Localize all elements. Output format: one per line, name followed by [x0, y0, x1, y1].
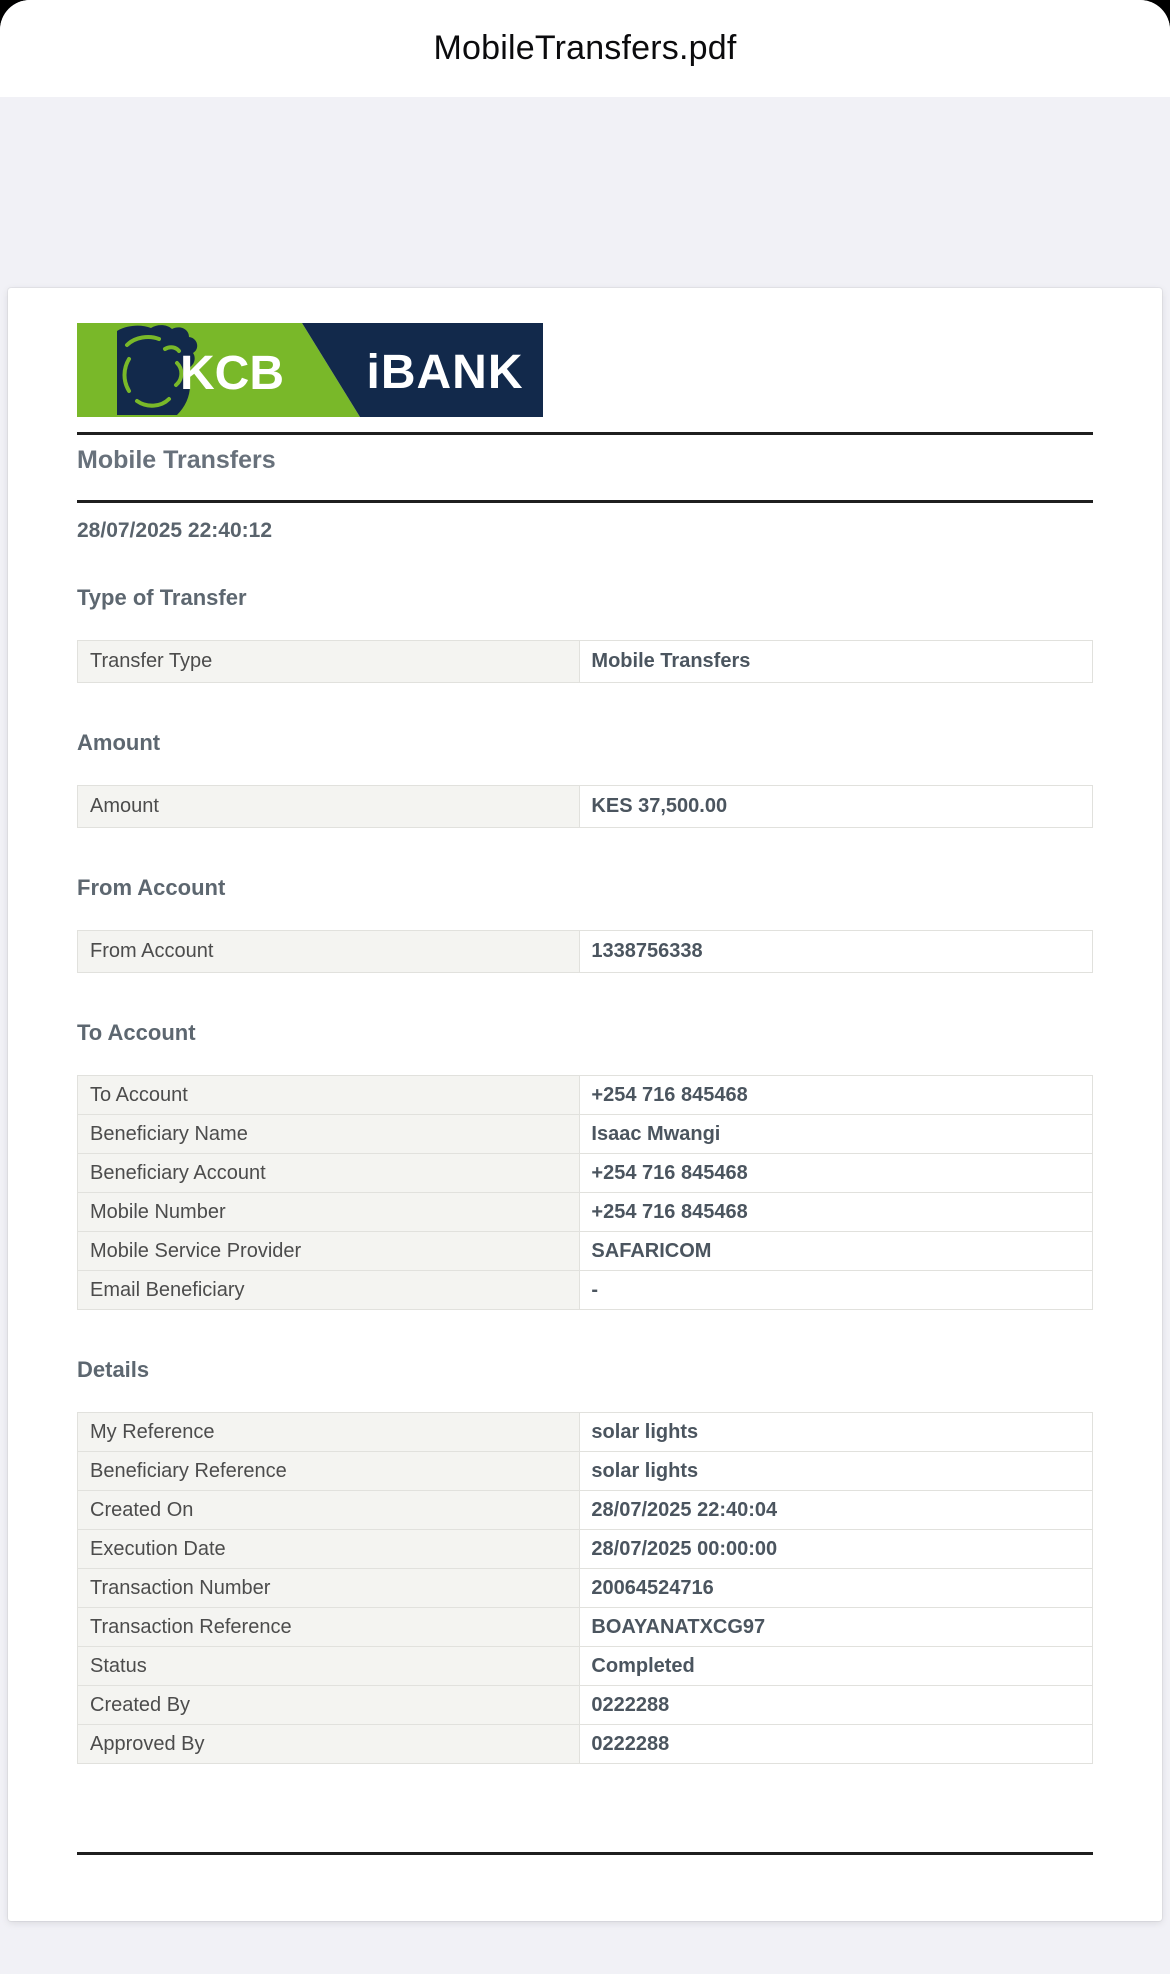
section-heading: From Account [77, 875, 226, 900]
table-row [78, 1413, 1093, 1452]
document-section [77, 584, 1093, 683]
field-label: Execution Date [78, 1530, 580, 1569]
table-row [78, 786, 1093, 828]
table-row [78, 1452, 1093, 1491]
kcb-ibank-logo [77, 323, 543, 417]
section-heading: Amount [77, 730, 161, 755]
section-heading: To Account [77, 1020, 196, 1045]
table-row [78, 1115, 1093, 1154]
table-row [78, 1530, 1093, 1569]
field-label: Beneficiary Reference [78, 1452, 580, 1491]
field-value: 0222288 [580, 1686, 1093, 1725]
field-value: solar lights [580, 1452, 1093, 1491]
table-row [78, 1193, 1093, 1232]
field-label: Transaction Reference [78, 1608, 580, 1647]
field-label: Mobile Number [78, 1193, 580, 1232]
field-label: My Reference [78, 1413, 580, 1452]
table-row [78, 931, 1093, 973]
field-label: Transfer Type [78, 641, 580, 683]
pdf-viewer[interactable] [0, 97, 1170, 1974]
table-row [78, 1608, 1093, 1647]
document-filename: MobileTransfers.pdf [433, 29, 737, 67]
field-value: BOAYANATXCG97 [580, 1608, 1093, 1647]
field-value: +254 716 845468 [580, 1076, 1093, 1115]
page-title: Mobile Transfers [77, 446, 276, 474]
divider [77, 1852, 1093, 1855]
field-value: 28/07/2025 00:00:00 [580, 1530, 1093, 1569]
field-label: Created On [78, 1491, 580, 1530]
field-value: +254 716 845468 [580, 1193, 1093, 1232]
table-row [78, 1686, 1093, 1725]
field-label: Transaction Number [78, 1569, 580, 1608]
field-label: Created By [78, 1686, 580, 1725]
field-value: 1338756338 [580, 931, 1093, 973]
field-label: Email Beneficiary [78, 1271, 580, 1310]
field-label: Beneficiary Account [78, 1154, 580, 1193]
table-row [78, 1491, 1093, 1530]
field-label: From Account [78, 931, 580, 973]
document-section [77, 729, 1093, 828]
table-row [78, 1647, 1093, 1686]
key-value-table [77, 640, 1093, 683]
section-heading: Details [77, 1357, 150, 1382]
table-row [78, 1154, 1093, 1193]
divider [77, 432, 1093, 435]
field-value: 28/07/2025 22:40:04 [580, 1491, 1093, 1530]
table-row [78, 1569, 1093, 1608]
field-label: Mobile Service Provider [78, 1232, 580, 1271]
document-section [77, 874, 1093, 973]
divider [77, 500, 1093, 503]
document-sections [77, 584, 1093, 1764]
document-section [77, 1019, 1093, 1310]
field-value: KES 37,500.00 [580, 786, 1093, 828]
field-label: To Account [78, 1076, 580, 1115]
table-row [78, 1725, 1093, 1764]
key-value-table [77, 785, 1093, 828]
key-value-table [77, 930, 1093, 973]
table-row [78, 1076, 1093, 1115]
document-section [77, 1356, 1093, 1764]
field-value: 20064524716 [580, 1569, 1093, 1608]
key-value-table [77, 1075, 1093, 1310]
sheet-titlebar [0, 0, 1170, 97]
field-label: Amount [78, 786, 580, 828]
table-row [78, 1271, 1093, 1310]
field-value: 0222288 [580, 1725, 1093, 1764]
report-timestamp: 28/07/2025 22:40:12 [77, 519, 272, 542]
field-value: Isaac Mwangi [580, 1115, 1093, 1154]
field-value: Completed [580, 1647, 1093, 1686]
field-value: solar lights [580, 1413, 1093, 1452]
ibank-wordmark: iBANK [366, 346, 524, 399]
section-heading: Type of Transfer [77, 585, 247, 610]
field-label: Beneficiary Name [78, 1115, 580, 1154]
table-row [78, 1232, 1093, 1271]
field-value: Mobile Transfers [580, 641, 1093, 683]
field-label: Status [78, 1647, 580, 1686]
field-value: - [580, 1271, 1093, 1310]
table-row [78, 641, 1093, 683]
field-value: SAFARICOM [580, 1232, 1093, 1271]
key-value-table [77, 1412, 1093, 1764]
field-value: +254 716 845468 [580, 1154, 1093, 1193]
field-label: Approved By [78, 1725, 580, 1764]
pdf-page [8, 288, 1162, 1921]
kcb-wordmark: KCB [180, 347, 284, 400]
